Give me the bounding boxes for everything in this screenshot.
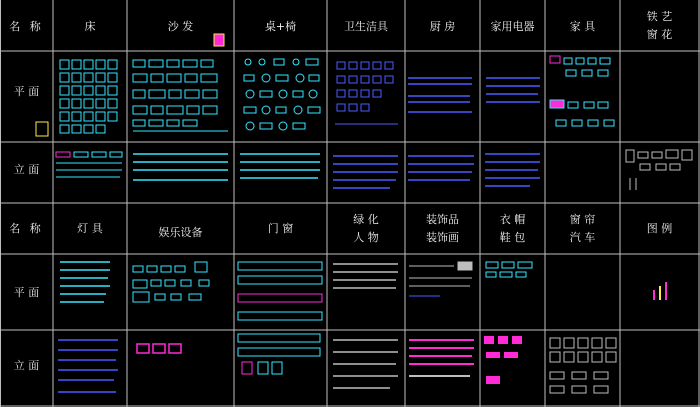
- col-header-window-grille[interactable]: 窗 花: [646, 28, 673, 41]
- clothing-elevation-thumbnail: [484, 336, 522, 384]
- row-label-plan-1: 平 面: [13, 85, 40, 98]
- sanitary-plan-thumbnail: [335, 62, 398, 124]
- row-label-plan-2: 平 面: [13, 286, 40, 299]
- row-label-elevation-1: 立 面: [13, 163, 40, 176]
- col-header-furniture[interactable]: 家 具: [569, 20, 596, 33]
- ornaments-plan-thumbnail: [409, 262, 472, 296]
- kitchen-elevation-thumbnail: [408, 156, 474, 180]
- doors-windows-elevation-thumbnail: [238, 334, 320, 374]
- col-header-people[interactable]: 人 物: [353, 231, 379, 244]
- sanitary-elevation-thumbnail: [333, 156, 398, 188]
- col-header-ornaments[interactable]: 装饰品: [426, 213, 459, 226]
- col-header-appliances[interactable]: 家用电器: [490, 20, 535, 33]
- bed-elevation-thumbnail: [56, 152, 122, 177]
- row-label-elevation-2: 立 面: [13, 359, 40, 372]
- col-header-doors-windows[interactable]: 门 窗: [267, 222, 294, 235]
- doors-windows-plan-thumbnail: [238, 262, 322, 320]
- col-header-cars[interactable]: 汽 车: [569, 231, 596, 244]
- col-header-greenery[interactable]: 绿 化: [353, 213, 379, 226]
- greenery-elevation-thumbnail: [333, 340, 398, 388]
- col-header-entertainment[interactable]: 娱乐设备: [158, 226, 203, 239]
- entertainment-plan-thumbnail: [133, 262, 209, 302]
- entertainment-elevation-thumbnail: [137, 344, 181, 353]
- col-header-lamps[interactable]: 灯 具: [77, 222, 103, 235]
- col-header-table-chair[interactable]: 桌+椅: [264, 20, 297, 33]
- col-header-curtains[interactable]: 窗 帘: [569, 213, 596, 226]
- table-chair-elevation-thumbnail: [240, 154, 320, 178]
- lamps-plan-thumbnail: [60, 262, 110, 302]
- sofa-plan-thumbnail: [133, 60, 228, 131]
- appliances-plan-thumbnail: [486, 78, 540, 102]
- col-header-legend[interactable]: 图 例: [646, 222, 673, 235]
- bed-plan-thumbnail: [60, 60, 117, 133]
- col-header-kitchen[interactable]: 厨 房: [429, 20, 456, 33]
- sofa-plan-marker: [214, 34, 224, 46]
- header-name-2: 名 称: [9, 222, 44, 235]
- furniture-plan-thumbnail: [550, 56, 614, 126]
- lamps-elevation-thumbnail: [58, 340, 118, 392]
- col-header-sanitary[interactable]: 卫生洁具: [344, 20, 388, 33]
- greenery-plan-thumbnail: [333, 264, 398, 288]
- cars-elevation-thumbnail: [550, 338, 616, 393]
- sofa-elevation-thumbnail: [133, 154, 228, 180]
- col-header-shoes-bags[interactable]: 鞋 包: [499, 231, 526, 244]
- appliances-elevation-thumbnail: [485, 154, 540, 186]
- col-header-bed[interactable]: 床: [84, 20, 96, 33]
- clothing-plan-thumbnail: [486, 262, 532, 277]
- col-header-iron-art[interactable]: 铁 艺: [646, 10, 673, 23]
- legend-plan-thumbnail: [654, 282, 666, 300]
- header-name: 名 称: [9, 20, 44, 33]
- table-chair-plan-thumbnail: [244, 59, 320, 130]
- kitchen-plan-thumbnail: [408, 78, 472, 112]
- col-header-paintings[interactable]: 装饰画: [426, 231, 459, 244]
- ornaments-elevation-thumbnail: [409, 340, 474, 376]
- col-header-sofa[interactable]: 沙 发: [167, 20, 194, 33]
- bed-plan-highlight: [36, 122, 48, 136]
- iron-art-elevation-thumbnail: [626, 150, 692, 190]
- col-header-clothing[interactable]: 衣 帽: [499, 213, 526, 226]
